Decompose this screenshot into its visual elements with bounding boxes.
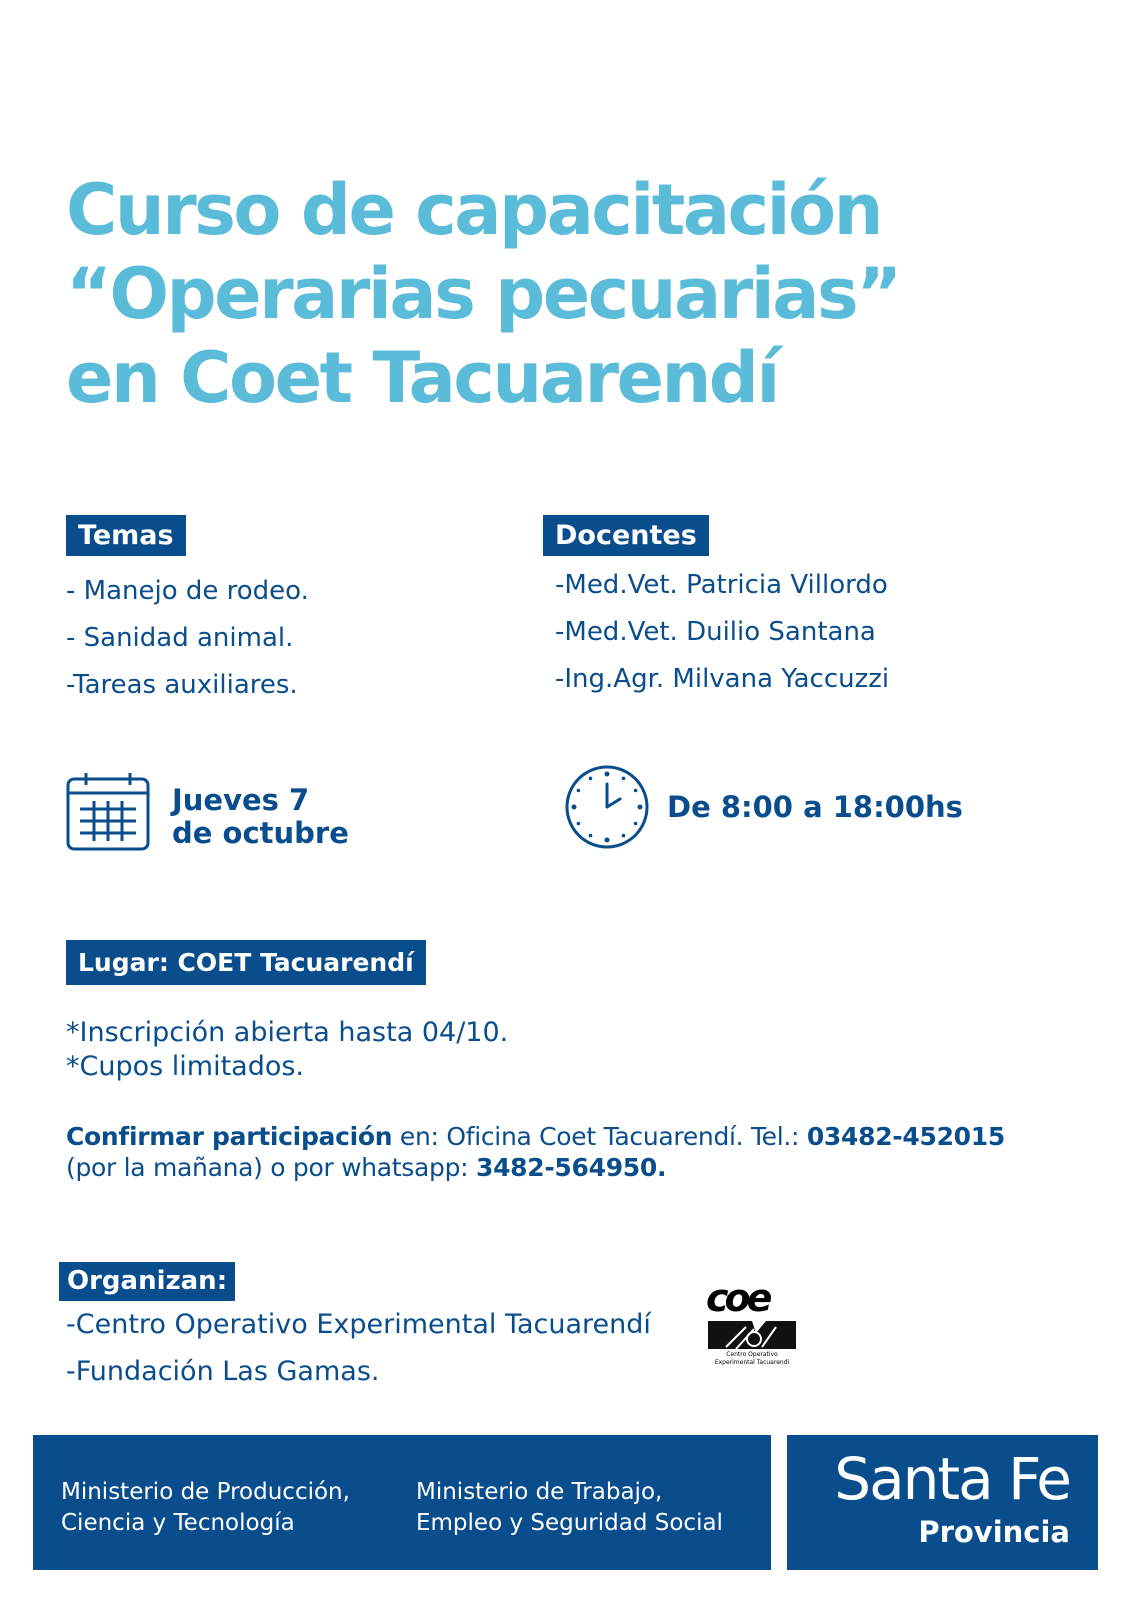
temas-list <box>66 568 309 709</box>
title-line-1: Curso de capacitación <box>66 169 881 251</box>
coe-logo <box>706 1276 798 1375</box>
confirm-whatsapp: 3482-564950. <box>475 1153 667 1182</box>
note-cupos: *Cupos limitados. <box>66 1051 305 1082</box>
date-text <box>172 784 349 850</box>
ministry-trabajo-line-2: Empleo y Seguridad Social <box>416 1510 723 1536</box>
coe-logo-wordmark: coe <box>706 1276 769 1320</box>
date-line-1: Jueves 7 <box>172 783 310 817</box>
list-item: -Ing.Agr. Milvana Yaccuzzi <box>555 664 890 694</box>
notes <box>66 1016 508 1084</box>
list-item: - Manejo de rodeo. <box>66 576 309 606</box>
coe-logo-emblem <box>706 1317 798 1351</box>
brand-sub: Provincia <box>918 1515 1070 1549</box>
ministry-produccion-line-1: Ministerio de Producción, <box>61 1479 350 1505</box>
ministry-produccion <box>61 1477 350 1539</box>
list-item: -Med.Vet. Patricia Villordo <box>555 570 888 600</box>
title-line-3: en Coet Tacuarendí <box>66 337 778 419</box>
docentes-list <box>555 562 889 703</box>
list-item: -Centro Operativo Experimental Tacuarendí <box>66 1309 651 1340</box>
ministry-trabajo <box>416 1477 723 1539</box>
confirm-text-1: en: Oficina Coet Tacuarendí. Tel.: <box>392 1122 807 1151</box>
date-line-2: de octubre <box>172 816 349 850</box>
list-item: -Med.Vet. Duilio Santana <box>555 617 876 647</box>
organizan-label: Organizan: <box>59 1262 235 1301</box>
confirm-lead: Confirmar participación <box>66 1122 393 1151</box>
temas-label: Temas <box>66 515 186 556</box>
note-inscripcion: *Inscripción abierta hasta 04/10. <box>66 1017 509 1048</box>
santa-fe-brand <box>787 1435 1098 1570</box>
confirm-text <box>66 1121 1005 1183</box>
ministry-trabajo-line-1: Ministerio de Trabajo, <box>416 1479 663 1505</box>
brand-name: Santa Fe <box>834 1445 1070 1513</box>
clock-icon <box>564 764 650 850</box>
lugar-label: Lugar: COET Tacuarendí <box>66 940 426 985</box>
list-item: - Sanidad animal. <box>66 623 294 653</box>
page-title <box>66 168 1106 420</box>
organizan-list <box>66 1301 651 1395</box>
coe-logo-sub-1: Centro Operativo <box>726 1351 778 1358</box>
title-line-2: “Operarias pecuarias” <box>66 253 900 335</box>
list-item: -Fundación Las Gamas. <box>66 1356 380 1387</box>
ministry-produccion-line-2: Ciencia y Tecnología <box>61 1510 295 1536</box>
time-text: De 8:00 a 18:00hs <box>667 790 963 824</box>
confirm-phone: 03482-452015 <box>806 1122 1005 1151</box>
docentes-label: Docentes <box>543 515 709 556</box>
footer-ministries <box>33 1435 771 1570</box>
coe-logo-sub-2: Experimental Tacuarendí <box>714 1359 790 1366</box>
confirm-text-2: (por la mañana) o por whatsapp: <box>66 1153 476 1182</box>
list-item: -Tareas auxiliares. <box>66 670 298 700</box>
calendar-icon <box>66 771 150 851</box>
